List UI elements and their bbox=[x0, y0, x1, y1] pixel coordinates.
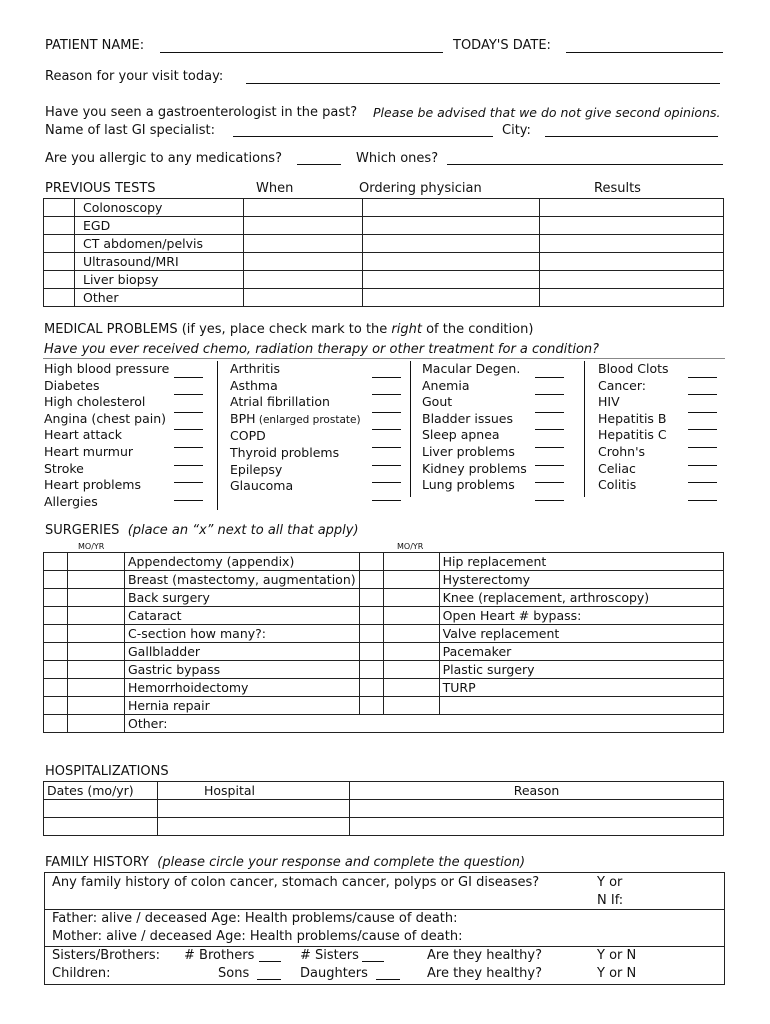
fh-nif[interactable]: N If: bbox=[597, 893, 624, 908]
condition-check-blank[interactable] bbox=[372, 467, 401, 484]
surgery-name: Back surgery bbox=[125, 589, 360, 607]
condition-check-blank[interactable] bbox=[174, 396, 203, 413]
mp-divider bbox=[43, 358, 725, 359]
test-cell[interactable] bbox=[363, 235, 540, 253]
fh-children-healthy: Are they healthy? bbox=[427, 966, 542, 981]
condition-col1-8: Allergies bbox=[44, 493, 98, 509]
hosp-col-dates: Dates (mo/yr) bbox=[44, 782, 158, 800]
fh-father[interactable]: Father: alive / deceased Age: Health problems/cause of death: bbox=[52, 911, 458, 926]
fh-siblings-healthy: Are they healthy? bbox=[427, 948, 542, 963]
condition-check-blank[interactable] bbox=[535, 361, 564, 378]
surgery-check[interactable] bbox=[44, 679, 68, 697]
condition-col3-4: Sleep apnea bbox=[422, 427, 500, 443]
fh-sons-field[interactable] bbox=[257, 979, 281, 980]
fh-sisters-field[interactable] bbox=[362, 961, 384, 962]
surgery-row[interactable] bbox=[44, 643, 724, 661]
surgery-name: Hip replacement bbox=[439, 553, 723, 571]
mp-blanks4 bbox=[688, 361, 717, 502]
surgery-check[interactable] bbox=[44, 607, 68, 625]
surgery-date[interactable] bbox=[383, 607, 439, 625]
surgery-name: Pacemaker bbox=[439, 643, 723, 661]
medical-problems-title bbox=[44, 322, 533, 337]
condition-col2-3: BPH (enlarged prostate) bbox=[230, 410, 361, 426]
surgery-date[interactable] bbox=[68, 607, 125, 625]
mp-col3 bbox=[422, 361, 527, 494]
condition-check-blank[interactable] bbox=[688, 431, 717, 448]
test-cell[interactable] bbox=[244, 217, 363, 235]
condition-check-blank[interactable] bbox=[372, 449, 401, 466]
condition-col3-5: Liver problems bbox=[422, 443, 515, 459]
condition-check-blank[interactable] bbox=[174, 467, 203, 484]
condition-col1-1: Diabetes bbox=[44, 377, 100, 393]
city-field[interactable] bbox=[545, 136, 718, 137]
test-checkbox[interactable] bbox=[44, 235, 75, 253]
surgery-check[interactable] bbox=[44, 571, 68, 589]
test-checkbox[interactable] bbox=[44, 217, 75, 235]
test-name: Other bbox=[75, 289, 244, 307]
test-cell[interactable] bbox=[540, 217, 724, 235]
condition-check-blank[interactable] bbox=[372, 379, 401, 396]
condition-check-blank[interactable] bbox=[535, 414, 564, 431]
surgery-check[interactable] bbox=[44, 697, 68, 715]
fh-daughters-field[interactable] bbox=[376, 979, 400, 980]
mo-yr-right: MO/YR bbox=[397, 542, 424, 551]
surgery-row[interactable] bbox=[44, 661, 724, 679]
condition-col4-6: Celiac bbox=[598, 460, 636, 476]
surgery-check[interactable] bbox=[44, 661, 68, 679]
hosp-row[interactable] bbox=[44, 800, 724, 818]
condition-check-blank[interactable] bbox=[174, 431, 203, 448]
fh-children-label: Children: bbox=[52, 966, 111, 981]
test-cell[interactable] bbox=[363, 253, 540, 271]
surgery-date[interactable] bbox=[68, 715, 125, 733]
condition-check-blank[interactable] bbox=[174, 449, 203, 466]
condition-check-blank[interactable] bbox=[535, 467, 564, 484]
surgery-name: TURP bbox=[439, 679, 723, 697]
previous-tests-table bbox=[43, 198, 724, 307]
reason-field[interactable] bbox=[246, 83, 720, 84]
mp-sep1 bbox=[217, 361, 218, 510]
gi-note: Please be advised that we do not give second opinions. bbox=[373, 105, 721, 120]
surgery-check[interactable] bbox=[359, 661, 383, 679]
mp-title-b: right bbox=[391, 322, 422, 337]
fh-brothers-label: # Brothers bbox=[184, 948, 255, 963]
test-cell[interactable] bbox=[540, 271, 724, 289]
hosp-col-reason: Reason bbox=[350, 782, 724, 800]
condition-check-blank[interactable] bbox=[174, 379, 203, 396]
test-row[interactable] bbox=[44, 199, 724, 217]
mo-yr-left: MO/YR bbox=[78, 542, 105, 551]
family-history-title-wrap bbox=[45, 855, 525, 870]
condition-check-blank[interactable] bbox=[174, 484, 203, 501]
surgery-name: Cataract bbox=[125, 607, 360, 625]
test-cell[interactable] bbox=[363, 199, 540, 217]
condition-col3-7: Lung problems bbox=[422, 477, 515, 493]
fh-yn[interactable]: Y or bbox=[597, 875, 623, 890]
surgery-check[interactable] bbox=[359, 697, 383, 715]
surgery-other[interactable]: Other: bbox=[125, 715, 724, 733]
surgery-name: Plastic surgery bbox=[439, 661, 723, 679]
condition-col3-3: Bladder issues bbox=[422, 410, 514, 426]
which-ones-field[interactable] bbox=[447, 164, 723, 165]
fh-question: Any family history of colon cancer, stomach cancer, polyps or GI diseases? bbox=[52, 875, 540, 890]
condition-col1-4: Heart attack bbox=[44, 427, 122, 443]
condition-col1-0: High blood pressure bbox=[44, 361, 170, 376]
surgeries-title: SURGERIES bbox=[45, 523, 120, 538]
surgery-check[interactable] bbox=[359, 625, 383, 643]
test-cell[interactable] bbox=[363, 271, 540, 289]
condition-check-blank[interactable] bbox=[688, 467, 717, 484]
col-results: Results bbox=[594, 181, 641, 196]
allergic-field[interactable] bbox=[297, 164, 341, 165]
surgery-date[interactable] bbox=[68, 643, 125, 661]
surgery-check[interactable] bbox=[44, 625, 68, 643]
mp-blanks3 bbox=[535, 361, 564, 502]
test-cell[interactable] bbox=[363, 289, 540, 307]
condition-col1-7: Heart problems bbox=[44, 477, 141, 493]
condition-col2-5: Thyroid problems bbox=[230, 444, 340, 460]
surgery-check[interactable] bbox=[44, 589, 68, 607]
todays-date-label: TODAY'S DATE: bbox=[453, 38, 551, 53]
condition-col3-0: Macular Degen. bbox=[422, 361, 521, 376]
fh-brothers-field[interactable] bbox=[259, 961, 281, 962]
mp-col4 bbox=[598, 361, 669, 494]
surgery-row[interactable] bbox=[44, 679, 724, 697]
condition-col4-5: Crohn's bbox=[598, 443, 646, 459]
condition-check-blank[interactable] bbox=[535, 449, 564, 466]
mp-blanks2 bbox=[372, 361, 401, 502]
surgery-date[interactable] bbox=[68, 661, 125, 679]
condition-check-blank[interactable] bbox=[372, 484, 401, 501]
fh-divider2 bbox=[45, 946, 724, 947]
condition-col4-3: Hepatitis B bbox=[598, 410, 667, 426]
fh-sisters-label: # Sisters bbox=[300, 948, 359, 963]
hosp-col-hospital: Hospital bbox=[158, 782, 350, 800]
hospitalizations-title: HOSPITALIZATIONS bbox=[45, 764, 169, 779]
test-cell[interactable] bbox=[363, 217, 540, 235]
test-name: EGD bbox=[75, 217, 244, 235]
surgery-check[interactable] bbox=[359, 589, 383, 607]
surgery-name: Knee (replacement, arthroscopy) bbox=[439, 589, 723, 607]
test-cell[interactable] bbox=[540, 289, 724, 307]
condition-check-blank[interactable] bbox=[535, 396, 564, 413]
last-gi-field[interactable] bbox=[233, 136, 493, 137]
mp-title-c: of the condition) bbox=[421, 322, 534, 337]
test-name: Colonoscopy bbox=[75, 199, 244, 217]
test-row[interactable] bbox=[44, 253, 724, 271]
condition-col2-6: Epilepsy bbox=[230, 461, 283, 477]
condition-check-blank[interactable] bbox=[688, 449, 717, 466]
reason-label: Reason for your visit today: bbox=[45, 69, 224, 84]
surgery-check[interactable] bbox=[44, 715, 68, 733]
surgery-date[interactable] bbox=[383, 697, 439, 715]
family-history-box bbox=[44, 872, 725, 985]
surgery-name: Open Heart # bypass: bbox=[439, 607, 723, 625]
condition-col1-6: Stroke bbox=[44, 460, 84, 476]
surgery-name bbox=[439, 697, 723, 715]
surgery-date[interactable] bbox=[383, 679, 439, 697]
test-cell[interactable] bbox=[540, 253, 724, 271]
test-checkbox[interactable] bbox=[44, 253, 75, 271]
family-history-title: FAMILY HISTORY bbox=[45, 855, 149, 870]
fh-sons-label: Sons bbox=[218, 966, 250, 981]
todays-date-field[interactable] bbox=[566, 52, 723, 53]
test-name: CT abdomen/pelvis bbox=[75, 235, 244, 253]
condition-col4-0: Blood Clots bbox=[598, 361, 669, 376]
condition-col1-5: Heart murmur bbox=[44, 443, 134, 459]
surgery-check[interactable] bbox=[359, 679, 383, 697]
condition-check-blank[interactable] bbox=[174, 361, 203, 378]
surgeries-title-wrap bbox=[45, 523, 359, 538]
condition-col4-2: HIV bbox=[598, 394, 620, 410]
condition-col4-1: Cancer: bbox=[598, 377, 647, 393]
condition-check-blank[interactable] bbox=[688, 396, 717, 413]
surgery-name: Hysterectomy bbox=[439, 571, 723, 589]
condition-check-blank[interactable] bbox=[688, 484, 717, 501]
condition-check-blank[interactable] bbox=[372, 414, 401, 431]
surgery-date[interactable] bbox=[383, 625, 439, 643]
condition-check-blank[interactable] bbox=[174, 414, 203, 431]
condition-col3-2: Gout bbox=[422, 394, 453, 410]
test-cell[interactable] bbox=[540, 199, 724, 217]
test-cell[interactable] bbox=[244, 289, 363, 307]
mp-sep3 bbox=[584, 361, 585, 497]
test-cell[interactable] bbox=[244, 253, 363, 271]
surgery-date[interactable] bbox=[68, 697, 125, 715]
condition-col4-4: Hepatitis C bbox=[598, 427, 667, 443]
patient-name-field[interactable] bbox=[160, 52, 443, 53]
surgery-date[interactable] bbox=[68, 571, 125, 589]
city-label: City: bbox=[502, 123, 531, 138]
surgery-date[interactable] bbox=[68, 679, 125, 697]
surgery-row[interactable] bbox=[44, 625, 724, 643]
condition-check-blank[interactable] bbox=[688, 361, 717, 378]
surgery-date[interactable] bbox=[383, 643, 439, 661]
surgeries-table bbox=[43, 552, 724, 733]
fh-divider1 bbox=[45, 909, 724, 910]
surgery-name: Hernia repair bbox=[125, 697, 360, 715]
test-name: Ultrasound/MRI bbox=[75, 253, 244, 271]
surgery-name: Breast (mastectomy, augmentation) bbox=[125, 571, 360, 589]
mp-title-a: MEDICAL PROBLEMS (if yes, place check mark to the bbox=[44, 322, 392, 337]
condition-check-blank[interactable] bbox=[372, 431, 401, 448]
surgery-check[interactable] bbox=[44, 643, 68, 661]
surgery-check[interactable] bbox=[44, 553, 68, 571]
test-row[interactable] bbox=[44, 235, 724, 253]
test-cell[interactable] bbox=[244, 199, 363, 217]
surgery-name: Appendectomy (appendix) bbox=[125, 553, 360, 571]
col-when: When bbox=[256, 181, 294, 196]
condition-col2-7: Glaucoma bbox=[230, 478, 294, 494]
condition-col2-4: COPD bbox=[230, 428, 266, 444]
fh-siblings-yn[interactable]: Y or N bbox=[597, 948, 637, 963]
test-name: Liver biopsy bbox=[75, 271, 244, 289]
previous-tests-title: PREVIOUS TESTS bbox=[45, 181, 156, 196]
surgery-date[interactable] bbox=[68, 589, 125, 607]
surgery-check[interactable] bbox=[359, 553, 383, 571]
surgeries-subtitle: (place an “x” next to all that apply) bbox=[127, 523, 359, 538]
which-ones-label: Which ones? bbox=[356, 151, 439, 166]
fh-mother[interactable]: Mother: alive / deceased Age: Health problems/cause of death: bbox=[52, 929, 463, 944]
hosp-row[interactable] bbox=[44, 818, 724, 836]
test-cell[interactable] bbox=[540, 235, 724, 253]
condition-col2-0: Arthritis bbox=[230, 361, 281, 376]
surgery-check[interactable] bbox=[359, 571, 383, 589]
surgery-date[interactable] bbox=[383, 589, 439, 607]
test-checkbox[interactable] bbox=[44, 199, 75, 217]
patient-name-label: PATIENT NAME: bbox=[45, 38, 145, 53]
surgery-name: Valve replacement bbox=[439, 625, 723, 643]
surgery-check[interactable] bbox=[359, 643, 383, 661]
test-checkbox[interactable] bbox=[44, 289, 75, 307]
condition-col1-3: Angina (chest pain) bbox=[44, 410, 167, 426]
condition-col2-1: Asthma bbox=[230, 377, 278, 393]
family-history-subtitle: (please circle your response and complete the question) bbox=[157, 855, 526, 870]
surgery-check[interactable] bbox=[359, 607, 383, 625]
hospitalizations-table bbox=[43, 781, 724, 836]
fh-children-yn[interactable]: Y or N bbox=[597, 966, 637, 981]
col-ordering-physician: Ordering physician bbox=[359, 181, 482, 196]
test-row[interactable] bbox=[44, 271, 724, 289]
surgery-other-row[interactable] bbox=[44, 715, 724, 733]
surgery-row[interactable] bbox=[44, 553, 724, 571]
medical-problems-subtitle: Have you ever received chemo, radiation therapy or other treatment for a condition? bbox=[44, 342, 600, 357]
surgery-row[interactable] bbox=[44, 589, 724, 607]
surgery-row[interactable] bbox=[44, 607, 724, 625]
test-row[interactable] bbox=[44, 217, 724, 235]
surgery-name: Gallbladder bbox=[125, 643, 360, 661]
surgery-name: Gastric bypass bbox=[125, 661, 360, 679]
hosp-header-row bbox=[44, 782, 724, 800]
surgery-name: Hemorrhoidectomy bbox=[125, 679, 360, 697]
surgery-row[interactable] bbox=[44, 571, 724, 589]
test-cell[interactable] bbox=[244, 271, 363, 289]
surgery-row[interactable] bbox=[44, 697, 724, 715]
condition-check-blank[interactable] bbox=[535, 484, 564, 501]
test-checkbox[interactable] bbox=[44, 271, 75, 289]
condition-check-blank[interactable] bbox=[372, 361, 401, 378]
gi-question: Have you seen a gastroenterologist in the past? bbox=[45, 105, 358, 120]
surgery-date[interactable] bbox=[383, 553, 439, 571]
mp-sep2 bbox=[410, 361, 411, 497]
surgery-date[interactable] bbox=[68, 625, 125, 643]
condition-check-blank[interactable] bbox=[688, 379, 717, 396]
fh-siblings-label: Sisters/Brothers: bbox=[52, 948, 160, 963]
condition-col1-2: High cholesterol bbox=[44, 394, 146, 410]
surgery-date[interactable] bbox=[68, 553, 125, 571]
surgery-name: C-section how many?: bbox=[125, 625, 360, 643]
test-cell[interactable] bbox=[244, 235, 363, 253]
condition-check-blank[interactable] bbox=[535, 379, 564, 396]
mp-col2 bbox=[230, 361, 361, 495]
condition-col2-2: Atrial fibrillation bbox=[230, 394, 330, 410]
surgery-date[interactable] bbox=[383, 661, 439, 679]
condition-check-blank[interactable] bbox=[372, 396, 401, 413]
test-row[interactable] bbox=[44, 289, 724, 307]
mp-blanks1 bbox=[174, 361, 203, 502]
bph-note: (enlarged prostate) bbox=[255, 413, 361, 426]
condition-col3-6: Kidney problems bbox=[422, 460, 527, 476]
fh-daughters-label: Daughters bbox=[300, 966, 368, 981]
allergic-label: Are you allergic to any medications? bbox=[45, 151, 282, 166]
condition-col4-7: Colitis bbox=[598, 477, 637, 493]
surgery-date[interactable] bbox=[383, 571, 439, 589]
condition-col3-1: Anemia bbox=[422, 377, 470, 393]
mp-col1 bbox=[44, 361, 169, 510]
condition-check-blank[interactable] bbox=[535, 431, 564, 448]
last-gi-label: Name of last GI specialist: bbox=[45, 123, 215, 138]
condition-check-blank[interactable] bbox=[688, 414, 717, 431]
